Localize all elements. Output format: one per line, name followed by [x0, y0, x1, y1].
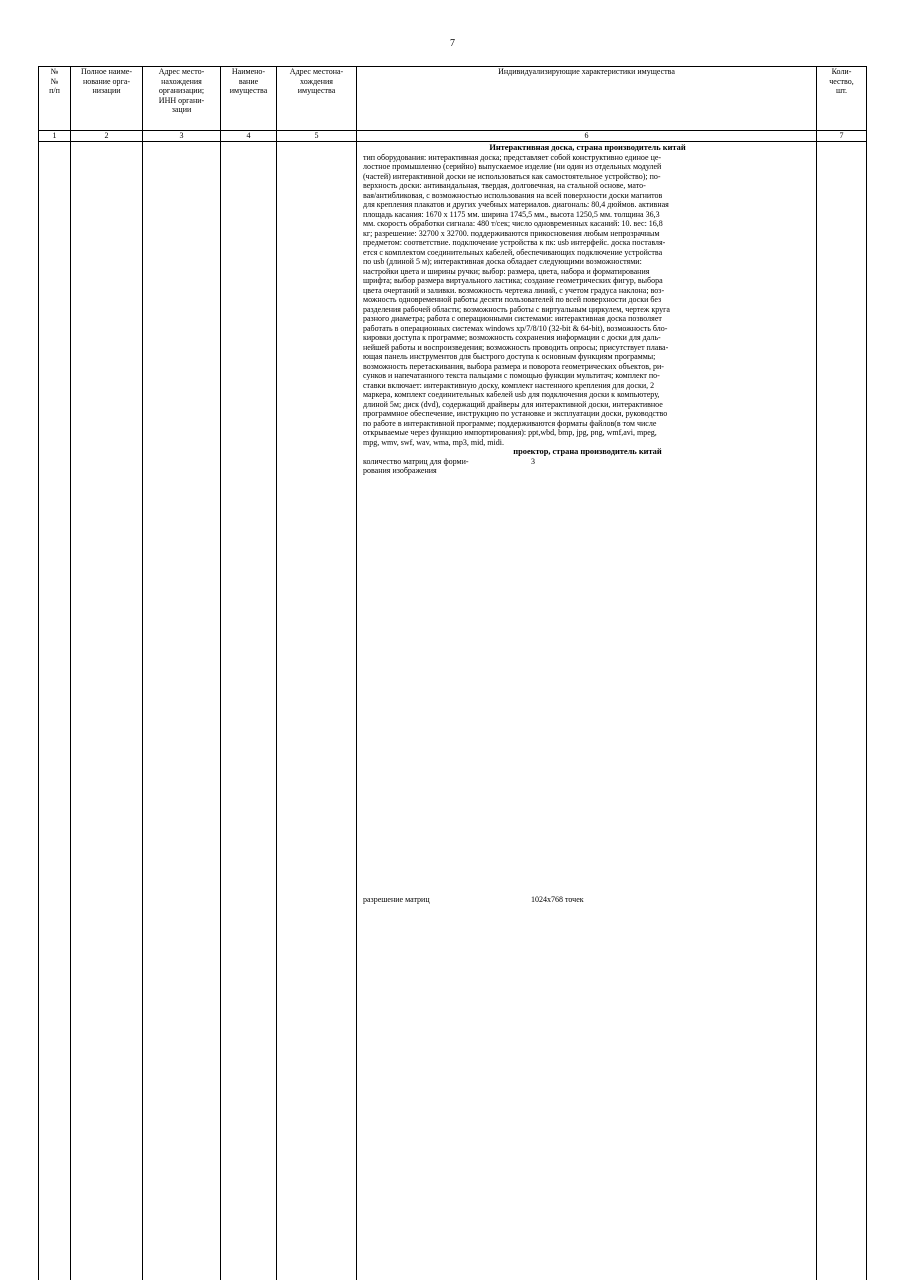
- cell-organization-name: [71, 142, 143, 1280]
- description-line: предметом: соответствие. подключение устройства к пк: usb интерфейс. доска поставля-: [363, 238, 812, 248]
- description-line: для крепления плакатов и других учебных материалов. диагональ: 80,4 дюймов. активная: [363, 200, 812, 210]
- description-line: (частей) интерактивной доски не использоваться как самостоятельное устройство); по-: [363, 172, 812, 182]
- description-line: ется с комплектом соединительных кабелей, обеспечивающих подключение устройства: [363, 248, 812, 258]
- item-description-interactive-board: [363, 153, 812, 448]
- column-number-row: [39, 131, 867, 142]
- column-number: 4: [221, 131, 277, 142]
- description-line: мм. скорость обработки сигнала: 480 т/сек; число одновременных касаний: 10. вес: 16,8: [363, 219, 812, 229]
- description-line: вая/антибликовая, с возможностью использования на всей поверхности доски магнитов: [363, 191, 812, 201]
- cell-organization-address: [143, 142, 221, 1280]
- item-title-interactive-board: Интерактивная доска, страна производитель китай: [363, 143, 812, 153]
- description-line: шрифта; выбор размера виртуального ластика; создание геометрических фигур, выбора: [363, 276, 812, 286]
- description-line: программное обеспечение, инструкцию по установке и эксплуатации доски, руководство: [363, 409, 812, 419]
- description-line: маркера, комплект соединительных кабелей usb для подключения доски к компьютеру,: [363, 390, 812, 400]
- description-line: по работе в интерактивной программе; поддерживаются форматы файлов(в том числе: [363, 419, 812, 429]
- description-line: длиной 5м; диск (dvd), содержащий драйверы для интерактивной доски, интерактивное: [363, 400, 812, 410]
- description-line: разделения рабочей области; возможность работы с виртуальным циркулем, чертеж круга: [363, 305, 812, 315]
- description-line: mpg, wmv, swf, wav, wma, mp3, mid, midi.: [363, 438, 812, 448]
- description-line: площадь касания: 1670 x 1175 мм. ширина 1745,5 мм., высота 1250,5 мм. толщина 36,3: [363, 210, 812, 220]
- description-line: нейшей работы и воспроизведения; возможность проводить опросы; присутствует плава-: [363, 343, 812, 353]
- description-line: ющая панель инструментов для быстрого доступа к основным функциям программы;: [363, 352, 812, 362]
- description-line: по usb (длиной 5 м); интерактивная доска обладает следующими возможностями:: [363, 257, 812, 267]
- header-row-number: № № п/п: [39, 67, 71, 131]
- table-row: [39, 142, 867, 1280]
- page-number: 7: [0, 38, 905, 49]
- description-line: сунков и напечатанного текста пальцами с помощью функции мультитач; комплект по-: [363, 371, 812, 381]
- spec-label: разрешение матриц: [363, 895, 527, 1280]
- description-line: работать в операционных системах windows xp/7/8/10 (32-bit & 64-bit), возможность бло-: [363, 324, 812, 334]
- spec-row: [363, 895, 812, 1280]
- spec-label: количество матриц для форми- рования изображения: [363, 457, 527, 895]
- spec-value: 1024x768 точек: [527, 895, 812, 1280]
- header-organization-name: Полное наиме- нование орга- низации: [71, 67, 143, 131]
- cell-property-address: [277, 142, 357, 1280]
- cell-characteristics: [357, 142, 817, 1280]
- description-line: открываемые через функцию импортирования): ppt,wbd, bmp, jpg, png, wmf,avi, mpeg,: [363, 428, 812, 438]
- spec-row: [363, 457, 812, 895]
- description-line: разного диаметра; работа с операционными системами: интерактивная доска позволяет: [363, 314, 812, 324]
- column-number: 5: [277, 131, 357, 142]
- description-line: настройки цвета и ширины ручки; выбор: размера, цвета, набора и форматирования: [363, 267, 812, 277]
- property-table: [38, 66, 867, 1280]
- header-property-name: Наимено- вание имущества: [221, 67, 277, 131]
- spec-value: 3: [527, 457, 812, 895]
- description-line: ставки включает: интерактивную доску, комплект настенного крепления для доски, 2: [363, 381, 812, 391]
- description-line: тип оборудования: интерактивная доска; представляет собой конструктивно единое це-: [363, 153, 812, 163]
- column-number: 6: [357, 131, 817, 142]
- column-number: 7: [817, 131, 867, 142]
- cell-row-number: [39, 142, 71, 1280]
- column-number: 3: [143, 131, 221, 142]
- header-characteristics: Индивидуализирующие характеристики имущества: [357, 67, 817, 131]
- description-line: верхность доски: антивандальная, твердая, долговечная, на стальной основе, мато-: [363, 181, 812, 191]
- description-line: возможность перетаскивания, выбора размера и поворота геометрических объектов, ри-: [363, 362, 812, 372]
- column-number: 1: [39, 131, 71, 142]
- description-line: кг; разрешение: 32700 x 32700. поддерживаются прикосновения любым непрозрачным: [363, 229, 812, 239]
- description-line: лостное промышленно (серийно) выпускаемое изделие (ни один из отдельных модулей: [363, 162, 812, 172]
- column-number: 2: [71, 131, 143, 142]
- header-property-address: Адрес местона- хождения имущества: [277, 67, 357, 131]
- item-title-projector: проектор, страна производитель китай: [363, 447, 812, 457]
- projector-spec-table: [363, 457, 812, 1280]
- header-organization-address: Адрес место- нахождения организации; ИНН органи- зации: [143, 67, 221, 131]
- cell-property-name: [221, 142, 277, 1280]
- description-line: кировки доступа к программе; возможность сохранения информации с доски для даль-: [363, 333, 812, 343]
- header-quantity: Коли- чество, шт.: [817, 67, 867, 131]
- description-line: цвета очертаний и заливки. возможность чертежа линий, с учетом градуса наклона; воз-: [363, 286, 812, 296]
- description-line: можность одновременной работы десяти пользователей по всей поверхности доски без: [363, 295, 812, 305]
- header-row: [39, 67, 867, 131]
- cell-quantity: [817, 142, 867, 1280]
